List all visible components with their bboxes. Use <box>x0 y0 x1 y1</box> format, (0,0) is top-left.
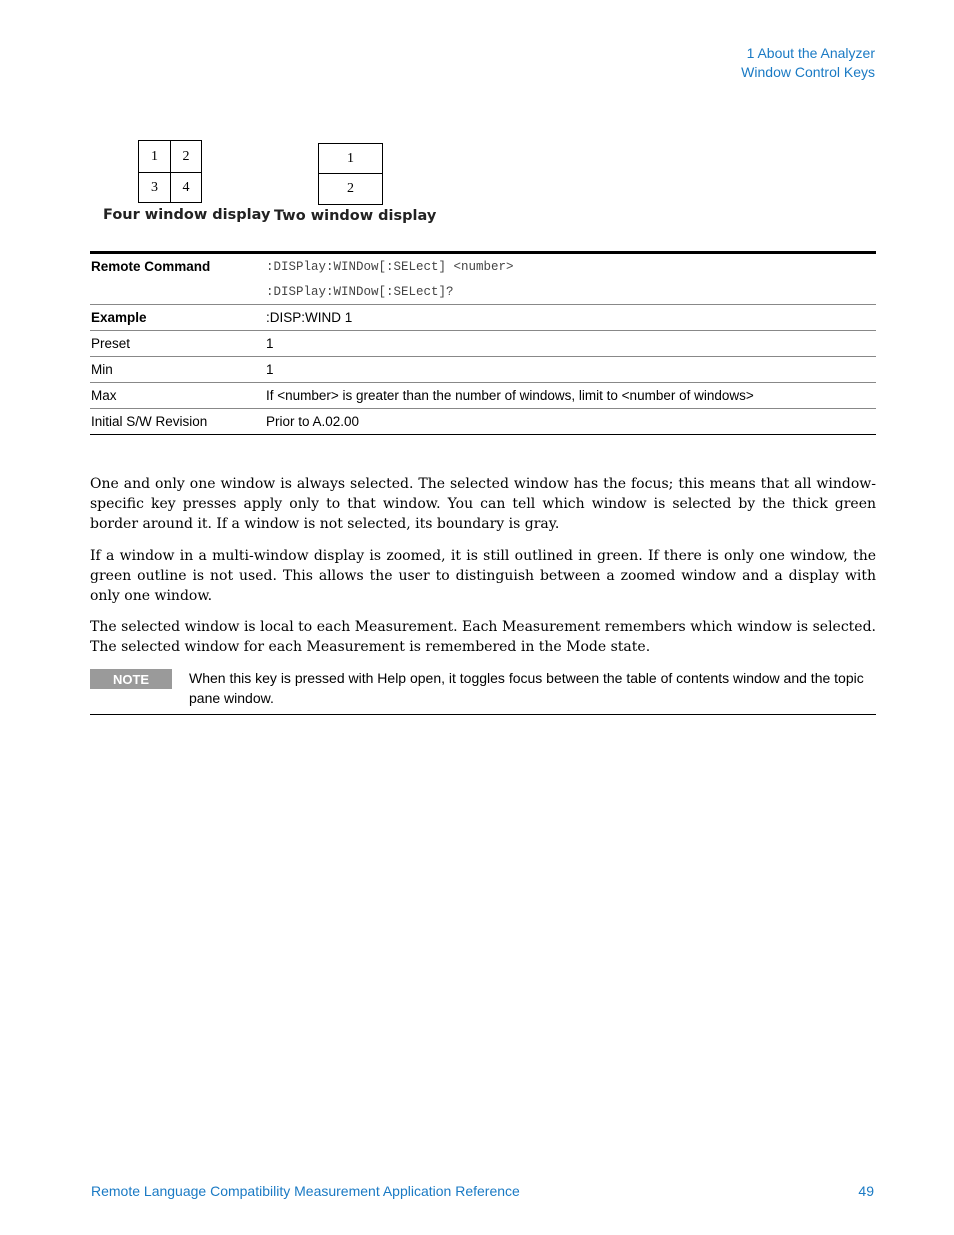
header-chapter: 1 About the Analyzer <box>746 45 875 61</box>
revision-label: Initial S/W Revision <box>90 409 265 435</box>
body-paragraph-3: The selected window is local to each Measurement. Each Measurement remembers which window is selected. The selected window for each Measurement is remembered in the Mode state. <box>90 619 876 655</box>
four-window-grid <box>138 140 202 203</box>
body-paragraph-1: One and only one window is always selected. The selected window has the focus; this means that all window-specific key presses apply only to that window. You can tell which window is selected by the thick green border around it. If a window is not selected, its boundary is gray. <box>90 476 876 532</box>
preset-value: 1 <box>265 331 876 357</box>
four-window-caption: Four window display <box>103 207 271 223</box>
min-value: 1 <box>265 357 876 383</box>
two-window-grid <box>318 143 383 205</box>
table-row <box>90 279 876 305</box>
remote-command-line2: :DISPlay:WINDow[:SELect]? <box>265 279 876 305</box>
window-cell-4: 4 <box>182 179 190 195</box>
footer-title: Remote Language Compatibility Measurement Application Reference <box>91 1183 520 1199</box>
page-number: 49 <box>858 1183 874 1199</box>
min-label: Min <box>90 357 265 383</box>
table-row <box>90 305 876 331</box>
max-value: If <number> is greater than the number of windows, limit to <number of windows> <box>265 383 876 409</box>
window-cell-2: 2 <box>182 148 190 164</box>
example-label: Example <box>90 305 265 331</box>
command-table <box>90 251 876 435</box>
window-cell-2: 2 <box>347 181 354 196</box>
example-value: :DISP:WIND 1 <box>265 305 876 331</box>
revision-value: Prior to A.02.00 <box>265 409 876 435</box>
note-badge: NOTE <box>90 669 172 689</box>
table-row <box>90 383 876 409</box>
window-cell-3: 3 <box>151 179 158 195</box>
running-header <box>741 44 875 82</box>
max-label: Max <box>90 383 265 409</box>
preset-label: Preset <box>90 331 265 357</box>
window-cell-1: 1 <box>151 148 158 164</box>
remote-command-label: Remote Command <box>91 259 211 274</box>
table-row <box>90 253 876 280</box>
table-row <box>90 331 876 357</box>
table-row <box>90 409 876 435</box>
table-row <box>90 357 876 383</box>
remote-command-line1: :DISPlay:WINDow[:SELect] <number> <box>266 259 514 274</box>
note-divider <box>90 714 876 715</box>
header-section: Window Control Keys <box>741 64 875 80</box>
note-text: When this key is pressed with Help open, it toggles focus between the table of contents window and the topic pane window. <box>189 670 864 706</box>
body-paragraph-2: If a window in a multi-window display is zoomed, it is still outlined in green. If there is only one window, the green outline is not used. This allows the user to distinguish between a zoomed window and a display with only one window. <box>90 548 876 604</box>
window-cell-1: 1 <box>347 150 354 166</box>
two-window-caption: Two window display <box>274 208 437 224</box>
